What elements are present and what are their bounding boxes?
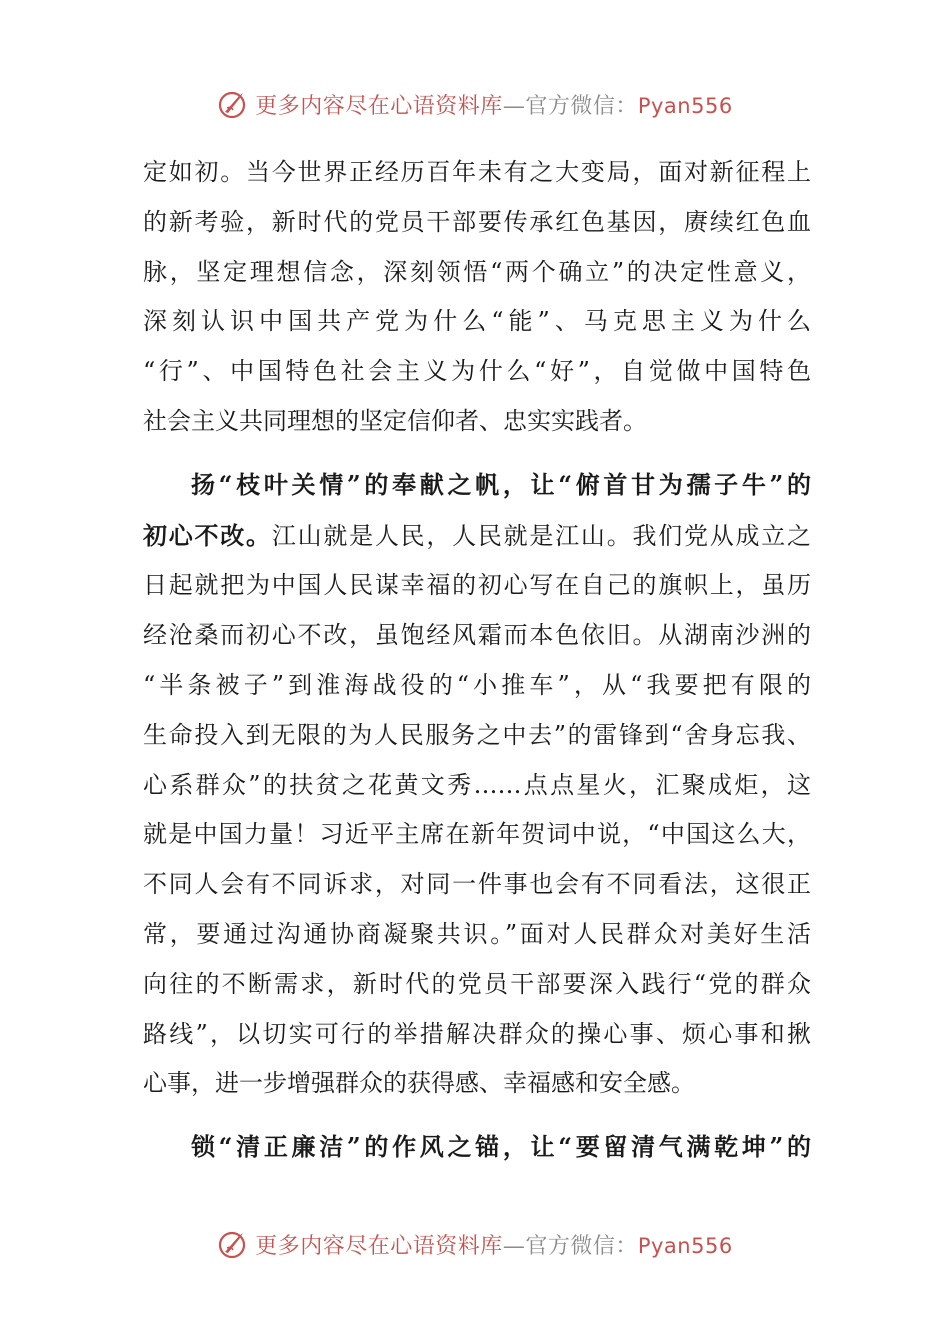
footer-wechat-id: Pyan556 (637, 1233, 733, 1258)
text-line (143, 511, 811, 562)
paragraph-3 (143, 1122, 811, 1173)
text-line: 脉，坚定理想信念，深刻领悟“两个确立”的决定性意义， (143, 257, 811, 286)
footer-wechat-label: 官方微信： (525, 1233, 638, 1259)
footer-banner-text (255, 1229, 732, 1260)
heading-text: 扬“枝叶关情”的奉献之帆，让“俯首甘为孺子牛”的 (191, 469, 811, 499)
footer-banner (0, 1224, 950, 1264)
header-wechat-id: Pyan556 (637, 93, 733, 118)
text-line: 生命投入到无限的为人民服务之中去”的雷锋到“舍身忘我、 (143, 720, 811, 749)
header-dash: — (502, 93, 526, 119)
quill-logo-icon (217, 88, 249, 120)
header-banner (0, 84, 950, 124)
paragraph-3-heading (143, 1122, 811, 1173)
header-wechat-label: 官方微信： (525, 93, 638, 119)
text-line: 向往的不断需求，新时代的党员干部要深入践行“党的群众 (143, 969, 811, 998)
text-segment: 江山就是人民，人民就是江山。我们党从成立之 (271, 521, 812, 550)
paragraph-2-heading (143, 460, 811, 511)
text-line: 深刻认识中国共产党为什么“能”、马克思主义为什么 (143, 307, 811, 336)
text-line: 心系群众”的扶贫之花黄文秀……点点星火，汇聚成炬，这 (143, 770, 811, 799)
heading-tail: 初心不改。 (143, 520, 272, 550)
text-line: 心事，进一步增强群众的获得感、幸福感和安全感。 (143, 1069, 695, 1098)
paragraph-1 (143, 148, 811, 447)
text-line: 就是中国力量！习近平主席在新年贺词中说，“中国这么大， (143, 820, 811, 849)
quill-logo-icon (217, 1228, 249, 1260)
header-banner-text (255, 89, 732, 120)
text-line: 社会主义共同理想的坚定信仰者、忠实实践者。 (143, 406, 647, 435)
text-line: 日起就把为中国人民谋幸福的初心写在自己的旗帜上，虽历 (143, 571, 811, 600)
text-line: 常，要通过沟通协商凝聚共识。”面对人民群众对美好生活 (143, 919, 811, 948)
text-line: 经沧桑而初心不改，虽饱经风霜而本色依旧。从湖南沙洲的 (143, 621, 811, 650)
text-line: “半条被子”到淮海战役的“小推车”，从“我要把有限的 (143, 670, 811, 699)
footer-dash: — (502, 1233, 526, 1259)
text-line: 定如初。当今世界正经历百年未有之大变局，面对新征程上 (143, 158, 811, 186)
header-site-name: 更多内容尽在心语资料库 (255, 93, 503, 119)
text-line: 路线”，以切实可行的举措解决群众的操心事、烦心事和揪 (143, 1019, 811, 1048)
heading-text: 锁“清正廉洁”的作风之锚，让“要留清气满乾坤”的 (191, 1132, 811, 1162)
text-line: 的新考验，新时代的党员干部要传承红色基因，赓续红色血 (143, 207, 811, 236)
paragraph-2 (143, 460, 811, 1109)
document-body (143, 148, 811, 1173)
text-line: 不同人会有不同诉求，对同一件事也会有不同看法，这很正 (143, 870, 811, 899)
footer-site-name: 更多内容尽在心语资料库 (255, 1233, 503, 1259)
text-line: “行”、中国特色社会主义为什么“好”，自觉做中国特色 (143, 357, 811, 386)
